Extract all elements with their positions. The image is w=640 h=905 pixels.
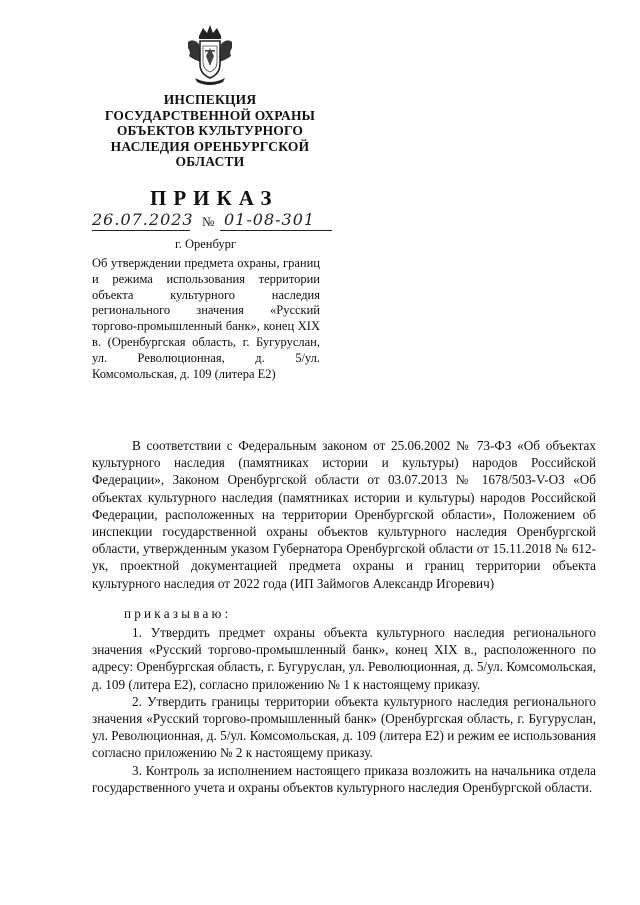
date-underline (92, 230, 190, 231)
handwritten-number: 01-08-301 (224, 210, 316, 229)
order-item: 3. Контроль за исполнением настоящего приказа возложить на начальника отдела государственного учета и охраны объектов культурного наследия Оренбургской области. (92, 762, 596, 795)
number-sign: № (202, 214, 215, 229)
org-line: ОБЪЕКТОВ КУЛЬТУРНОГО (116, 123, 304, 138)
org-line: ИНСПЕКЦИЯ (163, 92, 257, 107)
order-item: 2. Утвердить границы территории объекта культурного наследия регионального значения «Русский торгово-промышленный банк» (Оренбургская область, г. Бугуруслан, ул. Революционная, д. 5/ул. Комсомольская, д. 109 (литера Е2) и режим ее использования согласно приложению № 2 к настоящему приказу. (92, 693, 596, 761)
prikazyvayu-label: приказываю: (124, 605, 232, 621)
handwritten-date: 26.07.2023 (92, 210, 194, 229)
coat-of-arms-emblem (185, 22, 235, 86)
city-label: г. Оренбург (175, 237, 236, 251)
order-subject: Об утверждении предмета охраны, границ и режима использования территории объекта культурного наследия регионального значения «Русский торгово-промышленный банк», конец XIX в. (Оренбургская область, г. Бугуруслан, ул. Революционная, д. 5/ул. Комсомольская, д. 109 (литера Е2) (92, 256, 320, 381)
number-underline (220, 230, 332, 231)
order-item: 1. Утвердить предмет охраны объекта культурного наследия регионального значения «Русский торгово-промышленный банк», конец XIX в., расположенного по адресу: Оренбургская область, г. Бугуруслан, ул. Революционная, д. 5/ул. Комсомольская, д. 109 (литера Е2), согласно приложению № 1 к настоящему приказу. (92, 625, 596, 692)
org-line: ГОСУДАРСТВЕННОЙ ОХРАНЫ (104, 107, 316, 123)
date-number-line (92, 208, 332, 232)
preamble-paragraph: В соответствии с Федеральным законом от 25.06.2002 № 73-ФЗ «Об объектах культурного наследия (памятниках истории и культуры) народов Российской Федерации», Законом Оренбургской области от 03.07.2013 № 1678/503-V-ОЗ «Об объектах культурного наследия (памятниках истории и культуры) народов Российской Федерации, расположенных на территории Оренбургской области», Положением об инспекции государственной охраны объектов культурного наследия Оренбургской области, утвержденным указом Губернатора Оренбургской области от 15.11.2018 № 612-ук, проектной документацией предмета охраны и границ территории объекта культурного наследия от 2022 года (ИП Займогов Александр Игоревич) (92, 438, 596, 591)
order-body (92, 437, 596, 796)
organization-name (76, 92, 344, 170)
document-type-title: ПРИКАЗ (150, 186, 279, 210)
org-line: НАСЛЕДИЯ ОРЕНБУРГСКОЙ (110, 138, 310, 154)
org-line: ОБЛАСТИ (175, 154, 245, 169)
